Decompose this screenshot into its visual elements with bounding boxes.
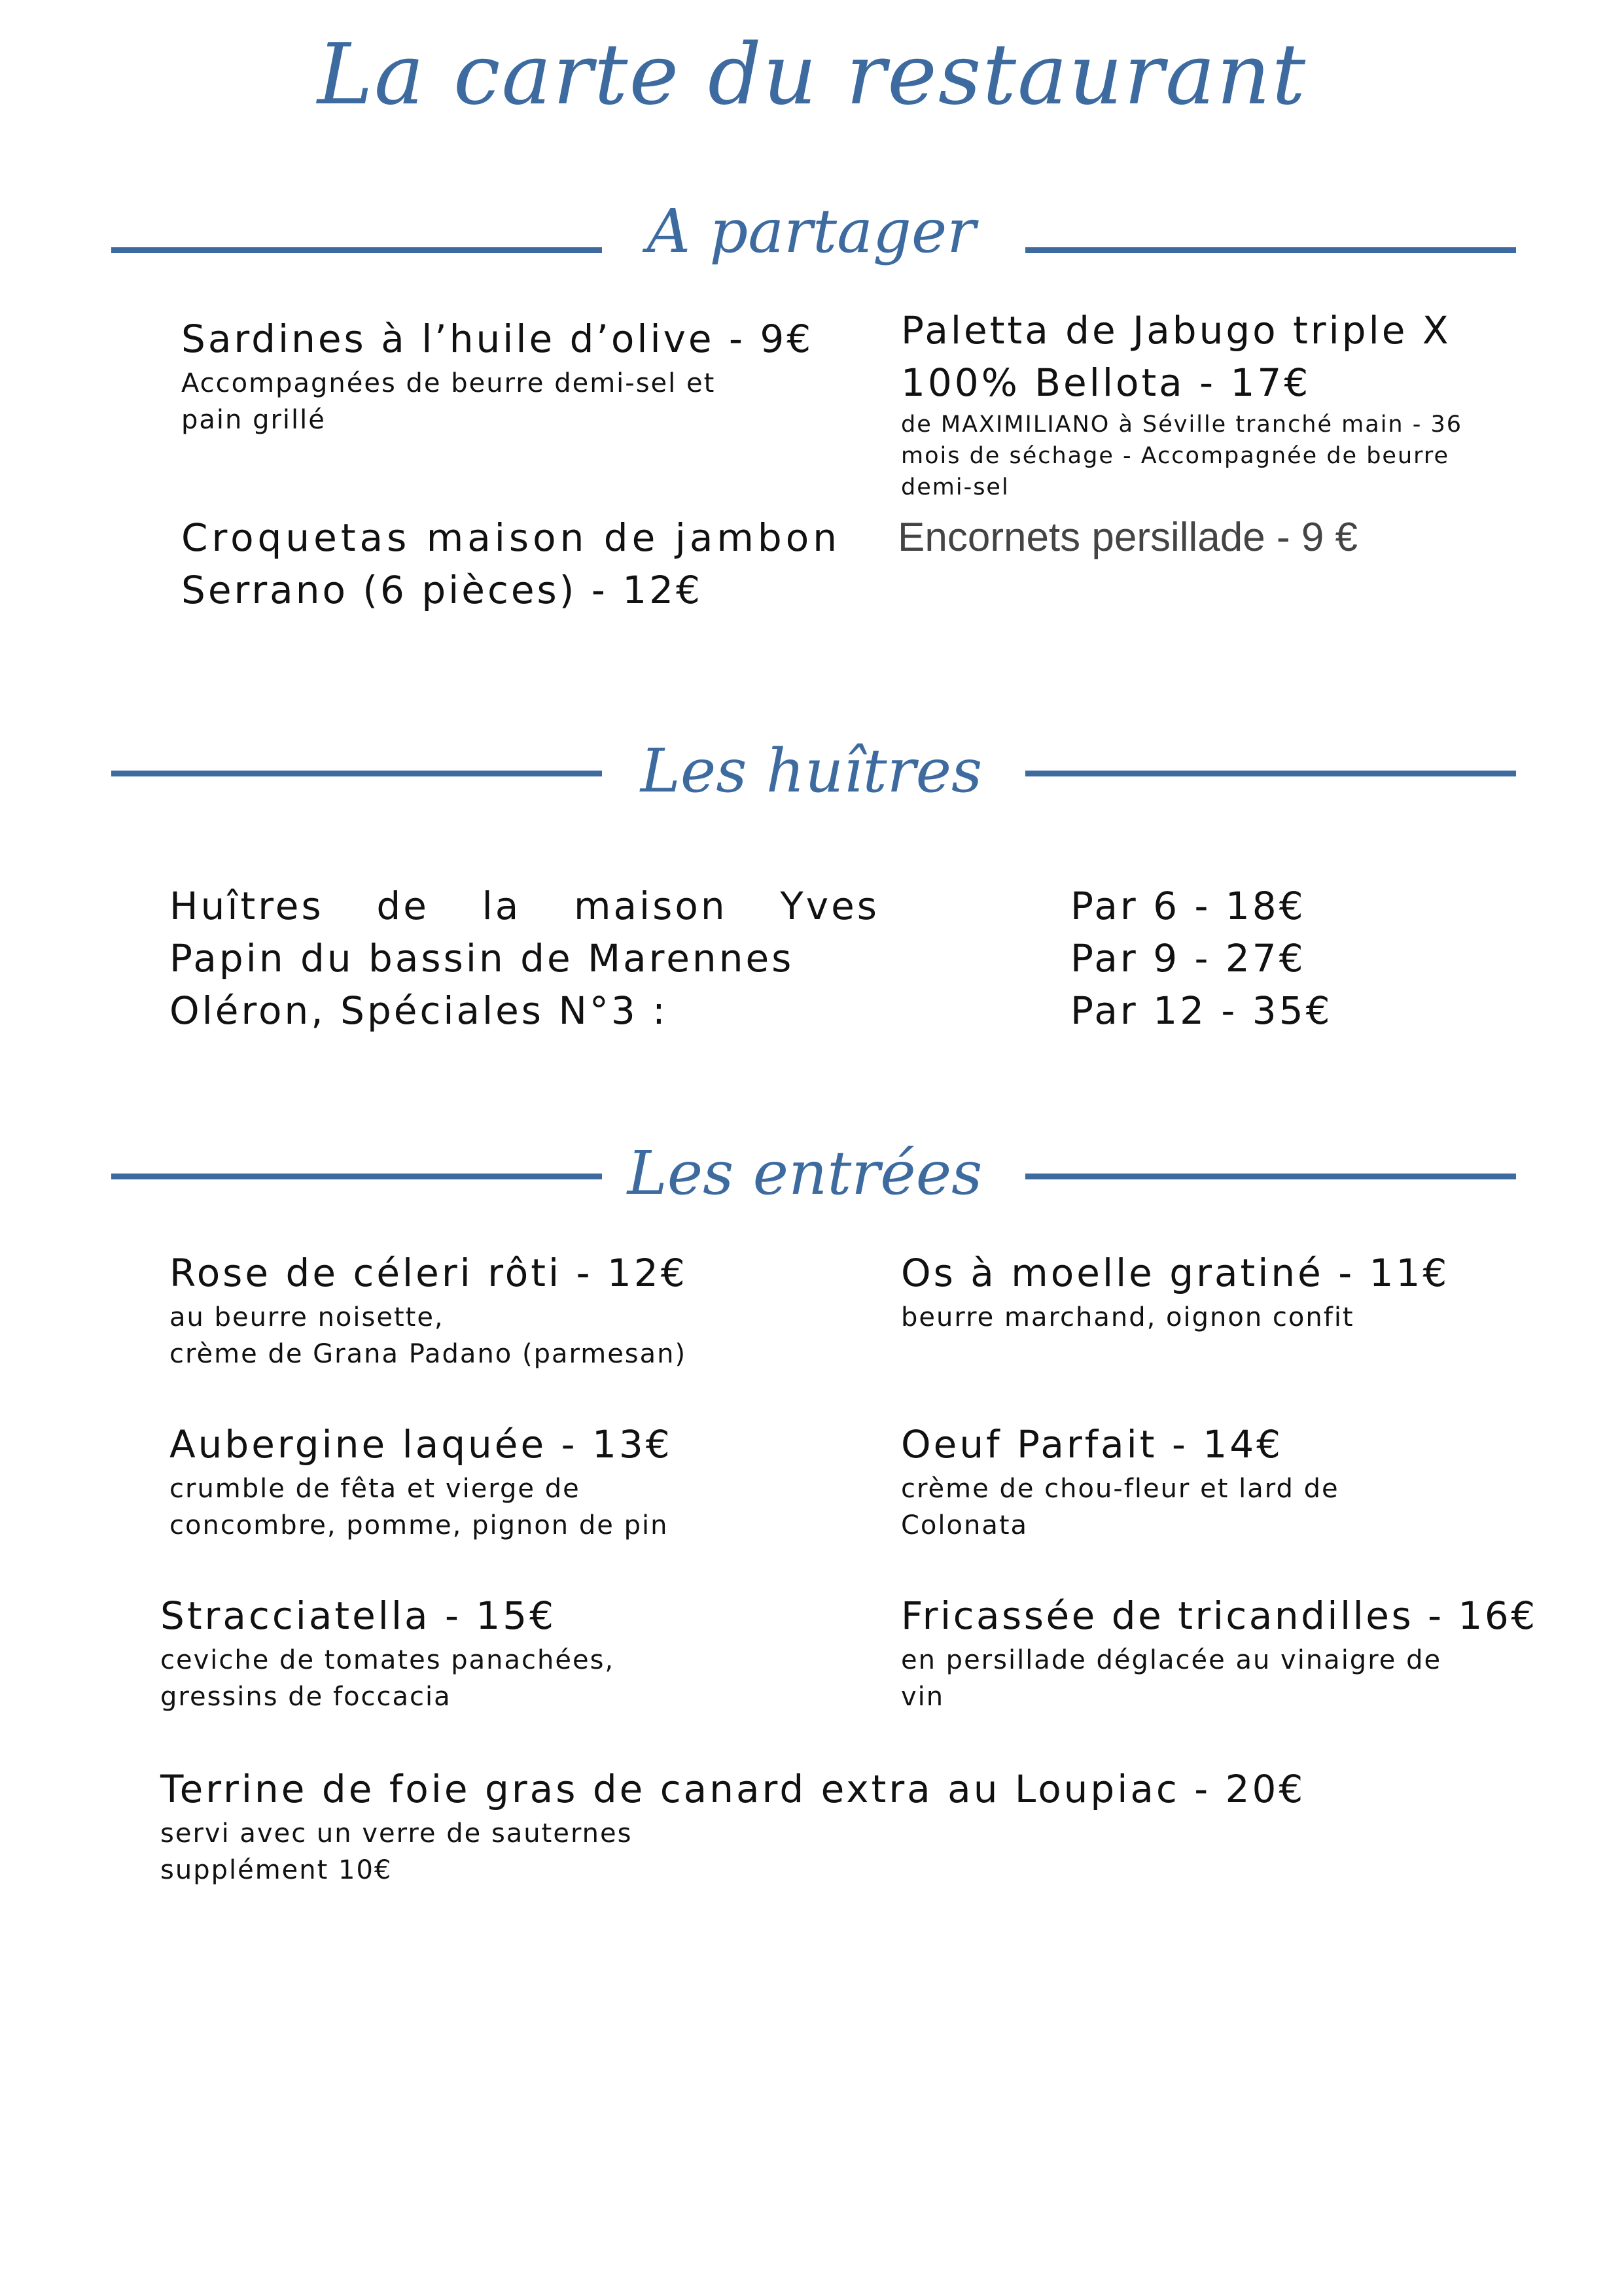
oysters-description [169,880,879,1037]
oysters-description-line: Oléron, Spéciales N°3 : [169,988,668,1033]
section-divider-right [1025,247,1516,253]
menu-item-encornets: Encornets persillade - 9 € [898,515,1358,560]
page-title: La carte du restaurant [317,26,1307,124]
oysters-prices [1070,880,1333,1037]
section-title-partager: A partager [646,196,976,266]
section-divider-left [111,771,602,776]
item-description: concombre, pomme, pignon de pin [169,1510,669,1540]
item-name: Sardines à l’huile d’olive - 9€ [181,317,814,361]
item-description: vin [901,1682,945,1712]
oysters-description-line: Papin du bassin de Marennes [169,936,794,981]
item-name: Terrine de foie gras de canard extra au Loupiac - 20€ [160,1767,1306,1811]
item-description: demi-sel [901,474,1010,500]
section-divider-right [1025,1174,1516,1179]
item-description: au beurre noisette, [169,1302,444,1332]
menu-item-aubergine [169,1418,673,1544]
price-by-6: Par 6 - 18€ [1070,884,1306,928]
item-name: Oeuf Parfait - 14€ [901,1422,1284,1467]
item-name: Rose de céleri rôti - 12€ [169,1251,688,1295]
item-name: Serrano (6 pièces) - 12€ [181,568,703,612]
menu-item-croquetas [181,512,841,616]
section-divider-right [1025,771,1516,776]
section-divider-left [111,247,602,253]
item-description: crumble de fêta et vierge de [169,1474,580,1504]
menu-item-fricassee [901,1590,1538,1715]
price-by-9: Par 9 - 27€ [1070,936,1306,981]
item-description: mois de séchage - Accompagnée de beurre [901,443,1450,469]
item-description: de MAXIMILIANO à Séville tranché main - 36 [901,411,1463,438]
item-name: Stracciatella - 15€ [160,1593,557,1638]
item-name: Fricassée de tricandilles - 16€ [901,1593,1538,1638]
menu-item-os-moelle [901,1247,1449,1336]
item-description: pain grillé [181,405,326,435]
item-description: Colonata [901,1510,1029,1540]
item-name: Os à moelle gratiné - 11€ [901,1251,1450,1295]
item-name: Paletta de Jabugo triple X [901,308,1451,353]
item-description: crème de chou-fleur et lard de [901,1474,1339,1504]
item-description: ceviche de tomates panachées, [160,1645,615,1675]
item-description: en persillade déglacée au vinaigre de [901,1645,1442,1675]
menu-item-oeuf-parfait [901,1418,1339,1544]
item-description: supplément 10€ [160,1855,393,1885]
item-name: Croquetas maison de jambon [181,515,841,560]
section-title-entrees: Les entrées [627,1138,983,1208]
item-description: crème de Grana Padano (parmesan) [169,1339,687,1369]
item-description: Accompagnées de beurre demi-sel et [181,368,716,398]
section-divider-left [111,1174,602,1179]
item-description: beurre marchand, oignon confit [901,1302,1354,1332]
item-description: servi avec un verre de sauternes [160,1818,633,1849]
price-by-12: Par 12 - 35€ [1070,988,1333,1033]
menu-item-sardines [181,313,813,438]
section-title-huitres: Les huîtres [640,736,983,806]
item-description: gressins de foccacia [160,1682,451,1712]
menu-item-stracciatella [160,1590,614,1715]
menu-item-paletta [901,304,1462,503]
menu-item-terrine [160,1763,1305,1888]
menu-item-rose-celeri [169,1247,688,1372]
item-name: Aubergine laquée - 13€ [169,1422,673,1467]
oysters-description-line: Huîtres de la maison Yves [169,884,879,928]
item-name: 100% Bellota - 17€ [901,360,1311,405]
